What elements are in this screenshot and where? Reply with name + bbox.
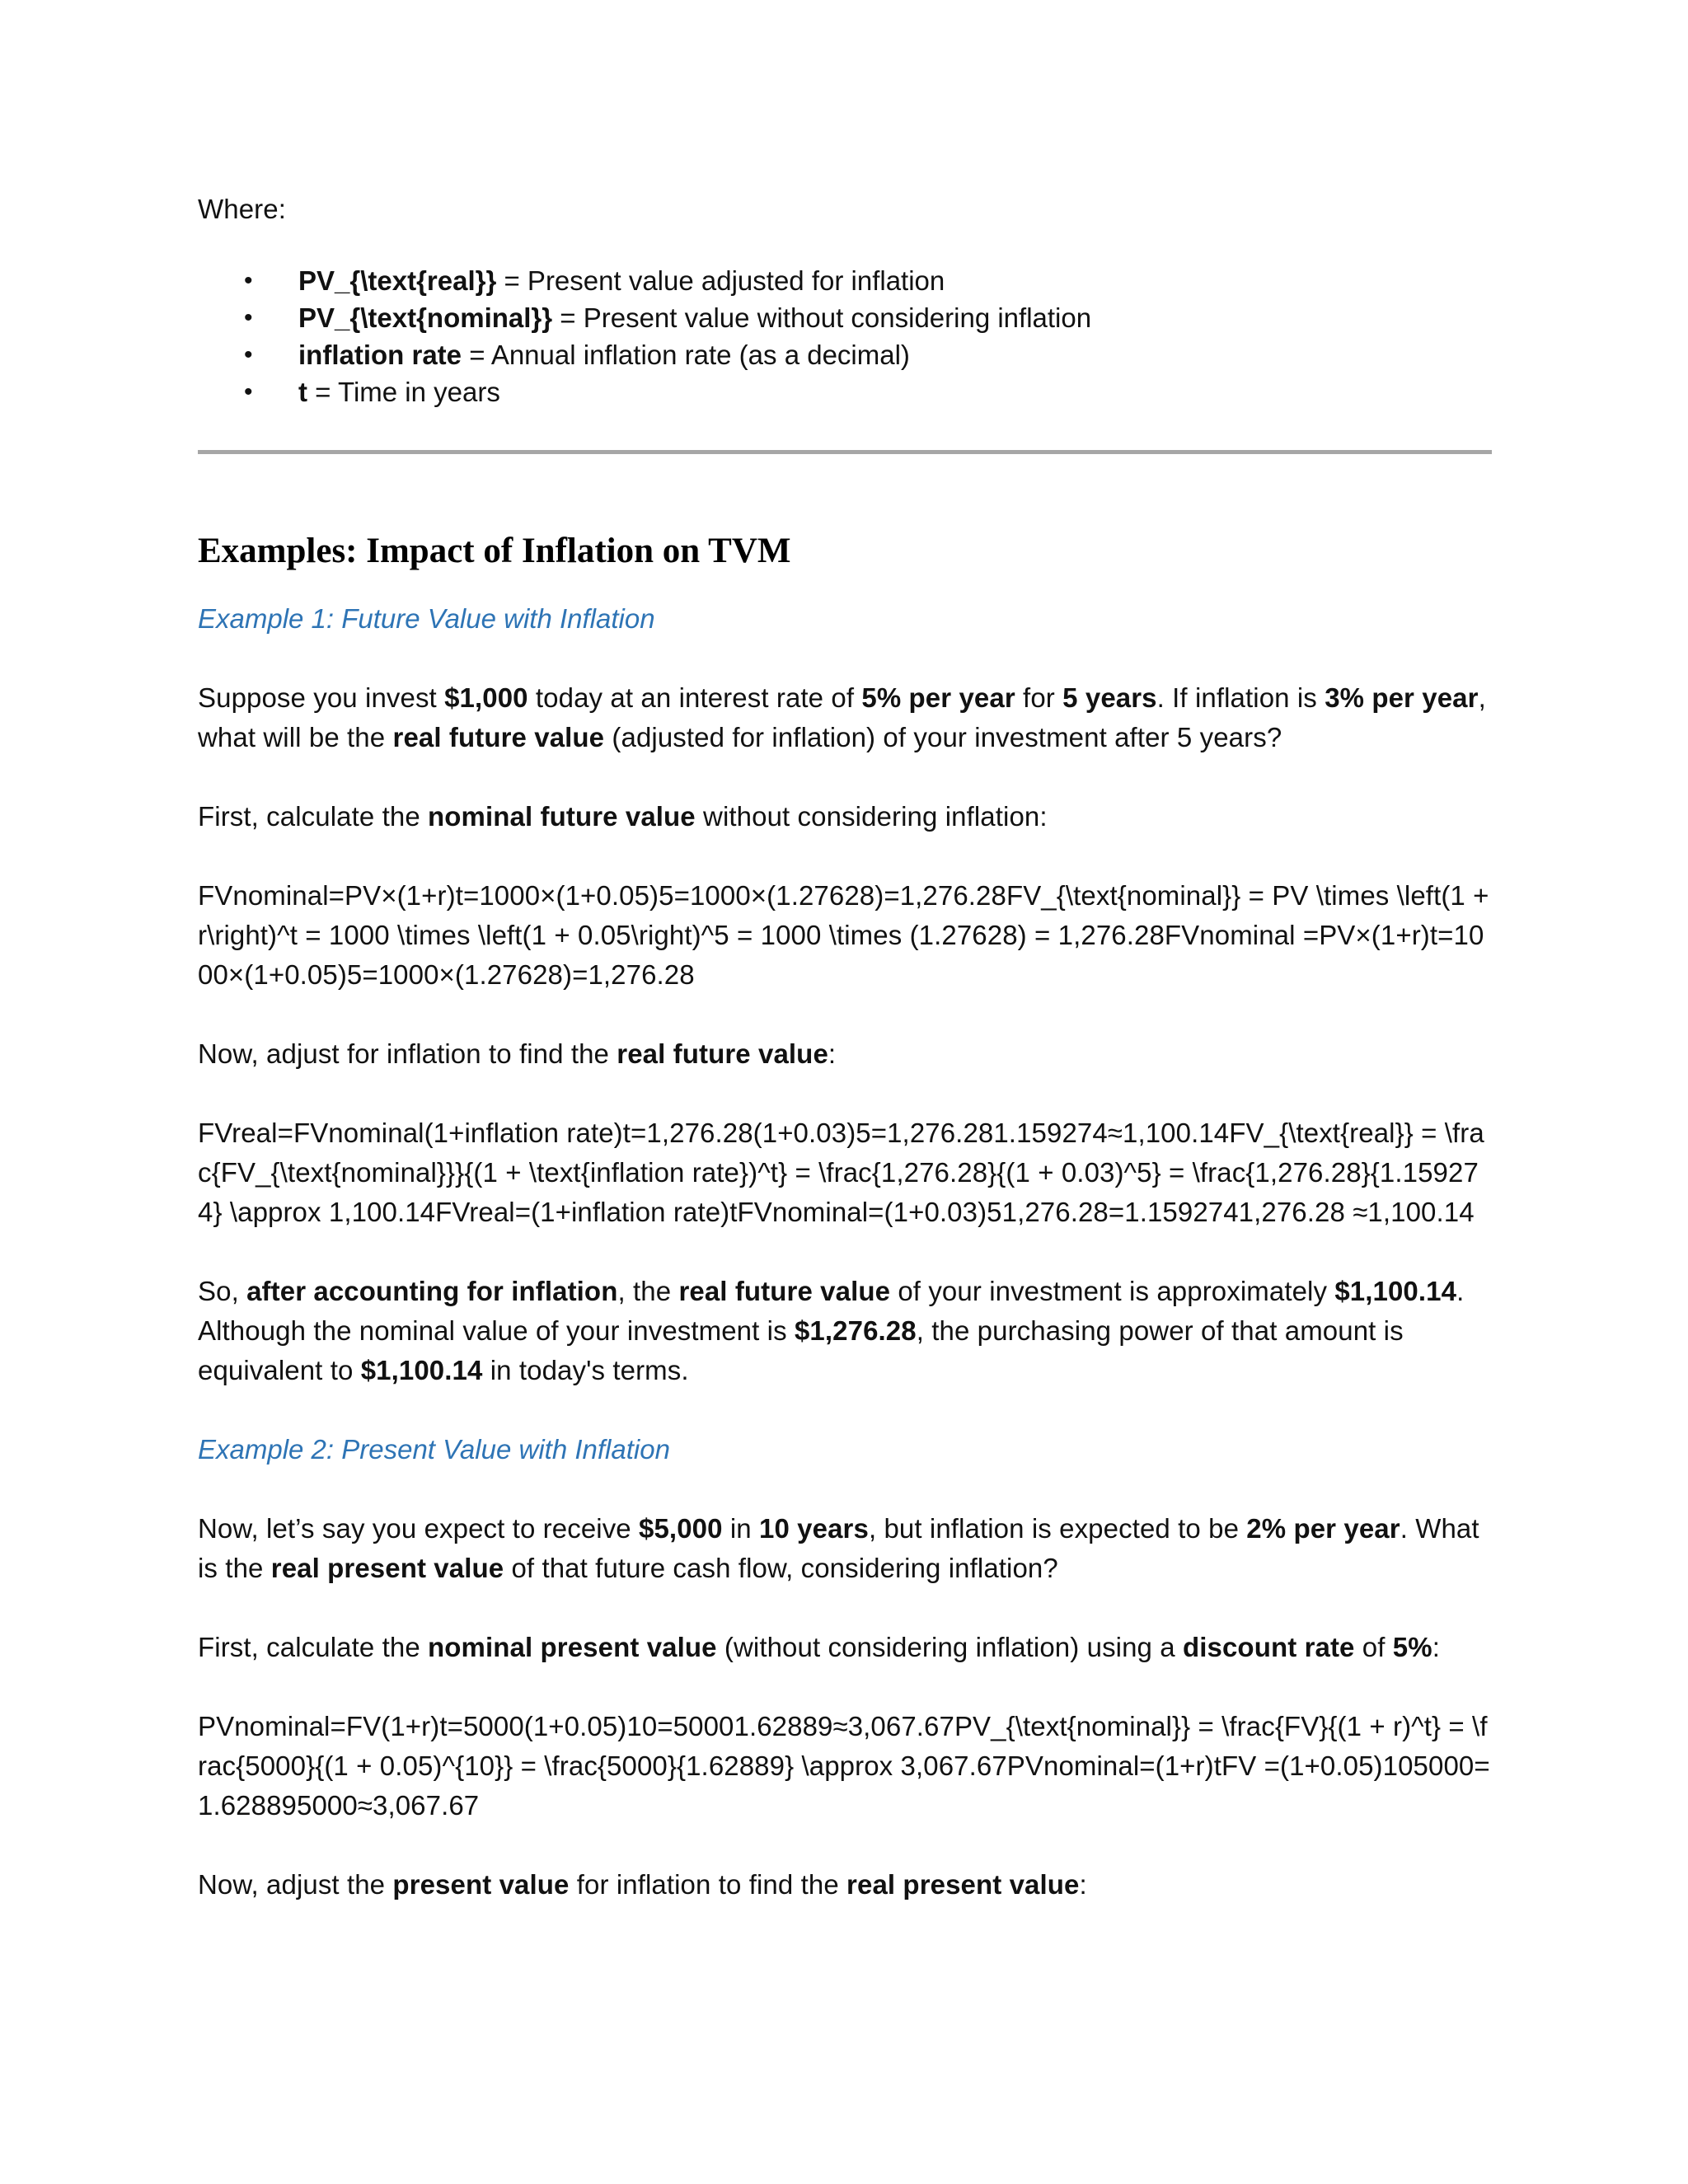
definition-desc: = Time in years xyxy=(307,377,500,407)
section-heading: Examples: Impact of Inflation on TVM xyxy=(198,532,791,570)
example-1-intro: Suppose you invest $1,000 today at an interest rate of 5% per year for 5 years. If inflation is 3% per year, what will be the real future value (adjusted for inflation) of your investment after 5 years? xyxy=(198,682,1486,752)
example-2-formula-1: PVnominal=FV(1+r)t=5000(1+0.05)10=50001.62889≈3,067.67PV_{\text{nominal}} = \frac{FV}{(1 + r)^t} = \frac{5000}{(1 + 0.05)^{10}} = \frac{5000}{1.62889} \approx 3,067.67PVnominal=(1+r)tFV =(1+0.05)105000=1.628895000≈3,067.67 xyxy=(198,1711,1490,1821)
definition-item xyxy=(198,336,1492,373)
definition-desc: = Annual inflation rate (as a decimal) xyxy=(462,340,910,370)
definition-item xyxy=(198,262,1492,299)
definition-desc: = Present value adjusted for inflation xyxy=(496,265,945,296)
example-1-formula-2: FVreal=FVnominal(1+inflation rate)t=1,276.28(1+0.03)5=1,276.281.159274≈1,100.14FV_{\text{real}} = \frac{FV_{\text{nominal}}}{(1 + \text{inflation rate})^t} = \frac{1,276.28}{(1 + 0.03)^5} = \frac{1,276.28}{1.159274} \approx 1,100.14FVreal=(1+inflation rate)tFVnominal=(1+0.03)51,276.28=1.1592741,276.28 ≈1,100.14 xyxy=(198,1118,1484,1227)
definition-item xyxy=(198,373,1492,410)
bullet-icon: • xyxy=(244,267,253,294)
example-2-intro: Now, let’s say you expect to receive $5,000 in 10 years, but inflation is expected to be 2% per year. What is the real present value of that future cash flow, considering inflation? xyxy=(198,1513,1479,1583)
definition-term: PV_{\text{nominal}} xyxy=(298,302,553,333)
definition-list xyxy=(198,262,1492,410)
definition-term: PV_{\text{real}} xyxy=(298,265,497,296)
definition-term: inflation rate xyxy=(298,340,462,370)
example-2-step-1: First, calculate the nominal present value (without considering inflation) using a discount rate of 5%: xyxy=(198,1632,1440,1662)
example-2-title: Example 2: Present Value with Inflation xyxy=(198,1434,670,1465)
example-1-conclusion: So, after accounting for inflation, the real future value of your investment is approximately $1,100.14. Although the nominal value of your investment is $1,276.28, the purchasing power of that amount is equivalent to $1,100.14 in today's terms. xyxy=(198,1276,1465,1385)
horizontal-divider xyxy=(198,450,1492,454)
example-1-title: Example 1: Future Value with Inflation xyxy=(198,603,655,634)
example-1-step-2: Now, adjust for inflation to find the real future value: xyxy=(198,1038,837,1069)
definition-item xyxy=(198,299,1492,336)
bullet-icon: • xyxy=(244,341,253,368)
definition-desc: = Present value without considering inflation xyxy=(552,302,1092,333)
where-label: Where: xyxy=(198,194,286,224)
example-1-formula-1: FVnominal=PV×(1+r)t=1000×(1+0.05)5=1000×(1.27628)=1,276.28FV_{\text{nominal}} = PV \times \left(1 + r\right)^t = 1000 \times \left(1 + 0.05\right)^5 = 1000 \times (1.27628) = 1,276.28FVnominal =PV×(1+r)t=1000×(1+0.05)5=1000×(1.27628)=1,276.28 xyxy=(198,880,1489,990)
bullet-icon: • xyxy=(244,378,253,405)
example-1-step-1: First, calculate the nominal future value without considering inflation: xyxy=(198,801,1048,832)
document-page xyxy=(198,190,1492,1905)
example-2-step-2: Now, adjust the present value for inflation to find the real present value: xyxy=(198,1869,1087,1900)
definition-term: t xyxy=(298,377,307,407)
bullet-icon: • xyxy=(244,304,253,331)
